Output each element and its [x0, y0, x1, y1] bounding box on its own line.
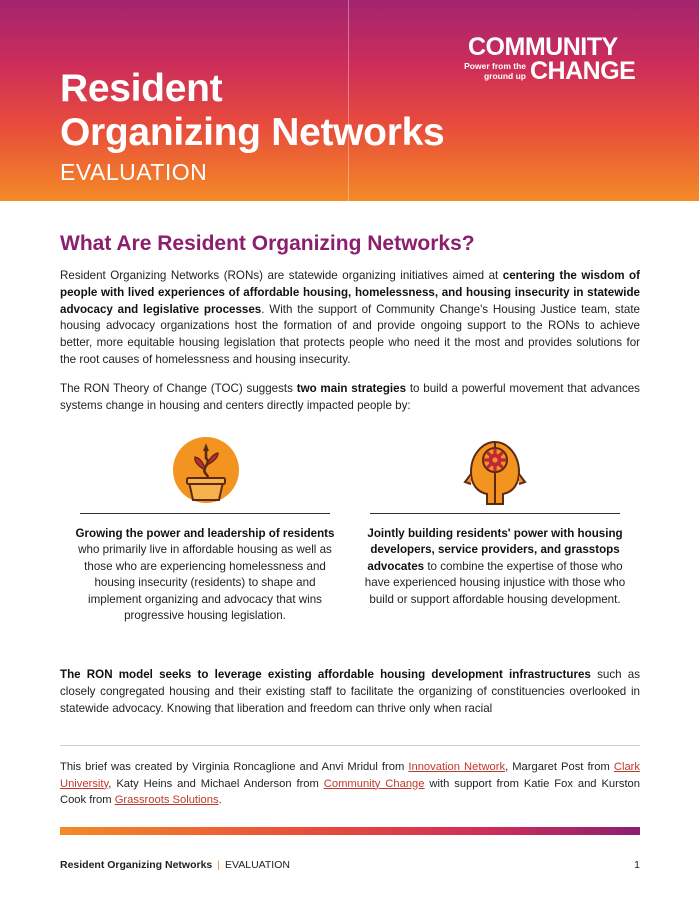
credits-text-3: , Katy Heins and Michael Anderson from — [108, 777, 324, 790]
model-paragraph — [60, 667, 640, 717]
intro-text-1: Resident Organizing Networks (RONs) are statewide organizing initiatives aimed at — [60, 269, 503, 282]
model-text-1: such as closely congregated housing and their existing staff to facilitate the organizing of constituencies overlooked in statewide advocacy. Knowing that liberation and freedom can thrive only when racial — [60, 668, 640, 715]
toc-paragraph — [60, 381, 640, 415]
logo-tagline-1: Power from the — [464, 61, 526, 71]
logo-tagline-2: ground up — [483, 71, 526, 81]
link-community-change[interactable]: Community Change — [323, 777, 425, 790]
footer-separator: | — [217, 859, 221, 871]
title-line-1: Resident — [60, 67, 223, 110]
logo-word-top: COMMUNITY — [468, 33, 618, 61]
intro-paragraph — [60, 268, 640, 369]
title-line-2: Organizing Networks — [60, 111, 445, 154]
header-banner — [0, 0, 699, 201]
strategy-2-text — [364, 526, 626, 608]
credits-paragraph — [60, 759, 640, 809]
plant-pot-dollar-icon — [168, 432, 244, 508]
logo-tagline — [452, 61, 526, 81]
credits-text-2: , Margaret Post from — [505, 761, 614, 773]
link-grassroots-solutions[interactable]: Grassroots Solutions — [114, 794, 219, 807]
footer-label: EVALUATION — [225, 859, 290, 871]
strategy-2-body: to combine the expertise of those who have experienced housing injustice with those who build or support affordable housing development. — [364, 559, 626, 606]
toc-text-1: The RON Theory of Change (TOC) suggests — [60, 382, 297, 395]
strategy-1-body: who primarily live in affordable housing as well as those who are experiencing homelessness and housing insecurity (residents) to shape and implement organizing and advocacy that wins progressive housing legislation. — [78, 543, 332, 623]
toc-bold-1: two main strategies — [296, 382, 407, 395]
toc-text-2: to build a powerful movement that advances systems change in housing and centers directly impacted people by: — [60, 382, 640, 412]
footer-title: Resident Organizing Networks — [60, 859, 213, 871]
credits-text-4: with support from Katie Fox and Kurston Cook from — [60, 777, 641, 807]
credits-text-5: . — [218, 794, 222, 807]
document-subtitle: EVALUATION — [60, 159, 208, 185]
community-change-logo — [452, 34, 662, 86]
intro-text-2: . With the support of Community Change's Housing Justice team, state housing advocacy organizations host the formation of and provide ongoing support to the RONs to achieve better, more equitable housing legislation that protects people who need it the most and provides solutions for the root causes of homelessness and housing insecurity. — [60, 302, 641, 366]
credits-divider — [60, 745, 640, 746]
link-clark-university[interactable]: Clark University — [60, 761, 640, 790]
heads-gear-icon — [457, 430, 533, 510]
logo-word-bottom: CHANGE — [530, 57, 636, 85]
footer-gradient-bar — [60, 827, 640, 835]
section-title: What Are Resident Organizing Networks? — [60, 232, 475, 255]
strategy-1-rule — [80, 513, 330, 514]
model-bold-1: The RON model seeks to leverage existing affordable housing development infrastructures — [60, 668, 591, 681]
link-innovation-network[interactable]: Innovation Network — [408, 761, 506, 773]
intro-bold-1: centering the wisdom of people with lived experiences of affordable housing, homelessness, and housing insecurity in statewide advocacy and legislative processes — [60, 269, 640, 316]
page-number: 1 — [634, 859, 640, 871]
credits-text-1: This brief was created by Virginia Roncaglione and Anvi Mridul from — [60, 761, 409, 773]
document-title — [60, 67, 444, 155]
strategy-1-text — [74, 526, 336, 624]
page-footer — [60, 859, 290, 871]
strategy-2-rule — [370, 513, 620, 514]
strategy-2-bold: Jointly building residents' power with housing developers, service providers, and grasstops advocates — [367, 527, 623, 573]
strategy-1-bold: Growing the power and leadership of residents — [75, 527, 335, 540]
